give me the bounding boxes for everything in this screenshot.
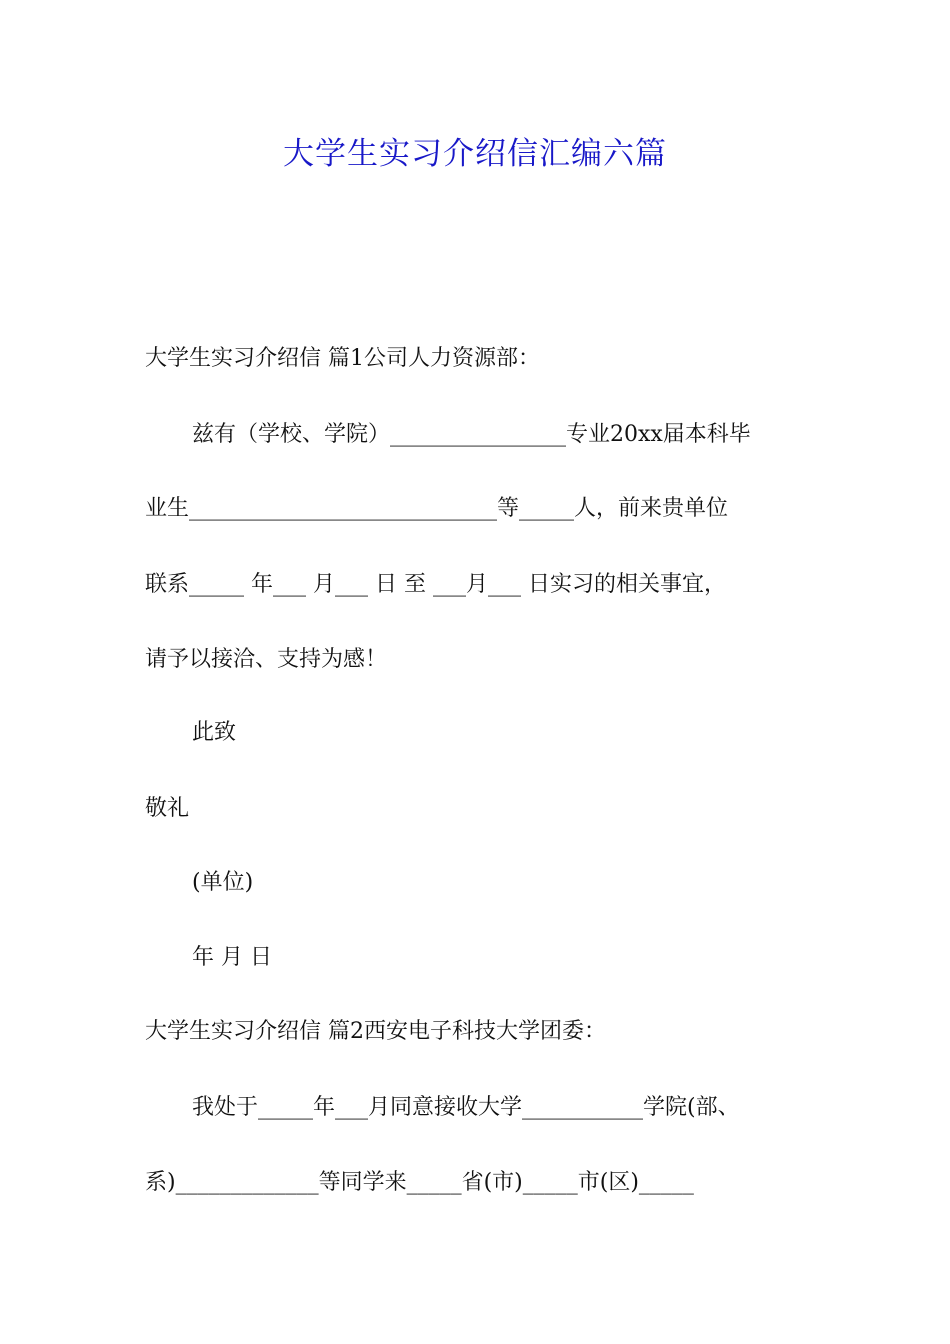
paragraph-line: 我处于_____年___月同意接收大学___________学院(部、 <box>192 1095 740 1120</box>
section-heading-2: 大学生实习介绍信 篇2西安电子科技大学团委： <box>145 1019 606 1044</box>
document-title: 大学生实习介绍信汇编六篇 <box>283 136 667 172</box>
paragraph-line: 业生____________________________等_____人，前来贵单位 <box>145 496 729 521</box>
paragraph-line: 联系_____ 年___ 月___ 日 至 ___月___ 日实习的相关事宜， <box>145 572 726 597</box>
paragraph-line: 请予以接洽、支持为感！ <box>145 647 388 672</box>
closing-line: 此致 <box>192 720 237 745</box>
paragraph-line: 兹有（学校、学院）________________专业20xx届本科毕 <box>192 422 751 447</box>
salutation-line: 敬礼 <box>145 796 190 821</box>
paragraph-line: 系)_____________等同学来_____省(市)_____市(区)_____ <box>145 1170 694 1195</box>
section-heading-1: 大学生实习介绍信 篇1公司人力资源部： <box>145 346 540 371</box>
signature-date: 年 月 日 <box>192 945 272 970</box>
signature-unit: (单位) <box>192 870 254 895</box>
